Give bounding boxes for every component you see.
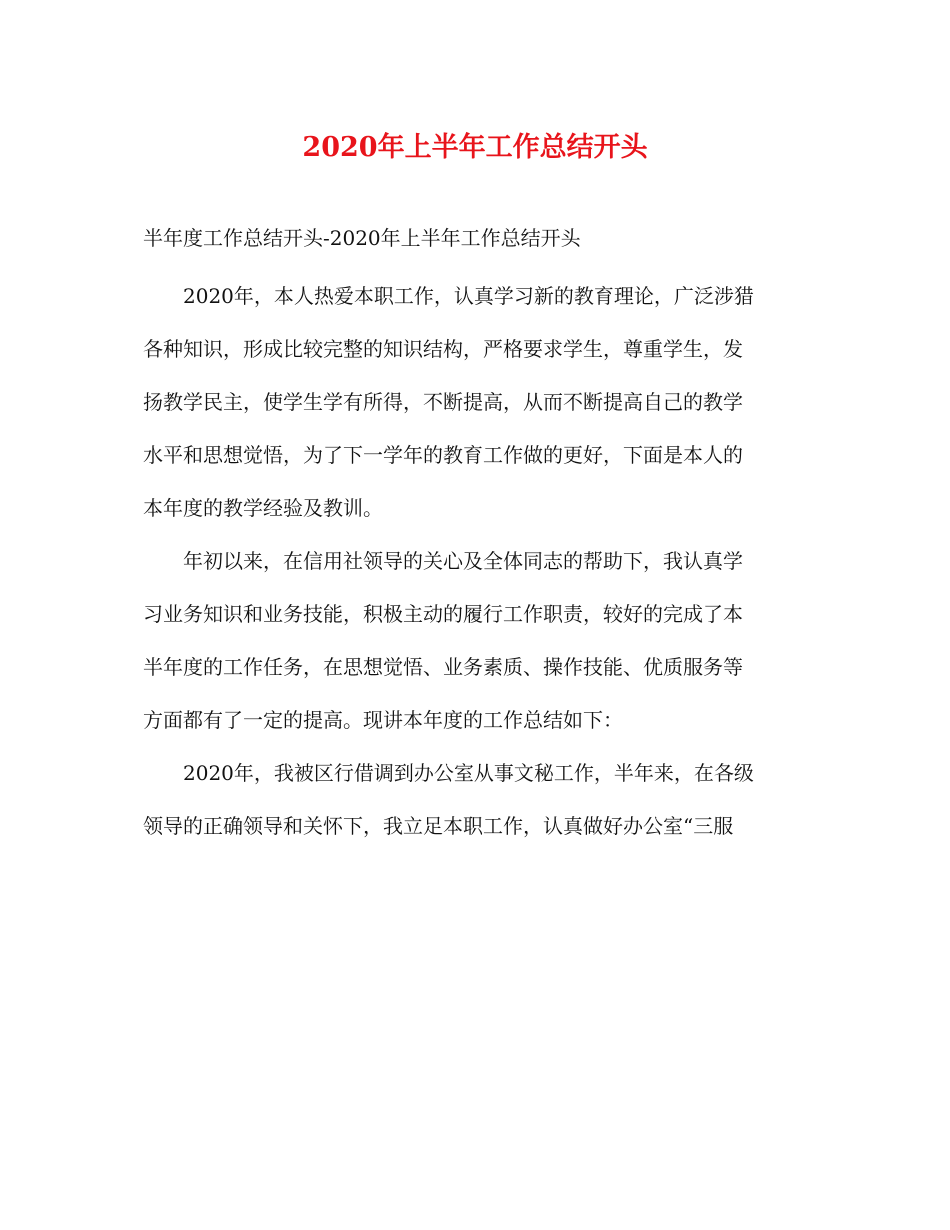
paragraph-2-line-1: 年初以来，在信用社领导的关心及全体同志的帮助下，我认真学 [183,549,743,573]
paragraph-3-line-2: 领导的正确领导和关怀下，我立足本职工作，认真做好办公室“三服 [143,814,734,838]
paragraph-2-line-4: 方面都有了一定的提高。现讲本年度的工作总结如下： [143,708,623,732]
paragraph-1-line-5: 本年度的教学经验及教训。 [143,496,383,520]
paragraph-2-line-2: 习业务知识和业务技能，积极主动的履行工作职责，较好的完成了本 [143,602,743,626]
paragraph-2-line-3: 半年度的工作任务，在思想觉悟、业务素质、操作技能、优质服务等 [143,655,743,679]
document-title: 2020年上半年工作总结开头 [302,132,648,163]
paragraph-1-line-4: 水平和思想觉悟，为了下一学年的教育工作做的更好，下面是本人的 [143,443,743,467]
document-subtitle: 半年度工作总结开头-2020年上半年工作总结开头 [143,226,581,250]
paragraph-1-line-3: 扬教学民主，使学生学有所得，不断提高，从而不断提高自己的教学 [143,390,743,414]
paragraph-3-line-1: 2020年，我被区行借调到办公室从事文秘工作，半年来，在各级 [183,761,754,785]
paragraph-1-line-1: 2020年，本人热爱本职工作，认真学习新的教育理论，广泛涉猎 [183,284,754,308]
paragraph-1-line-2: 各种知识，形成比较完整的知识结构，严格要求学生，尊重学生，发 [143,337,743,361]
document-body [143,276,803,859]
